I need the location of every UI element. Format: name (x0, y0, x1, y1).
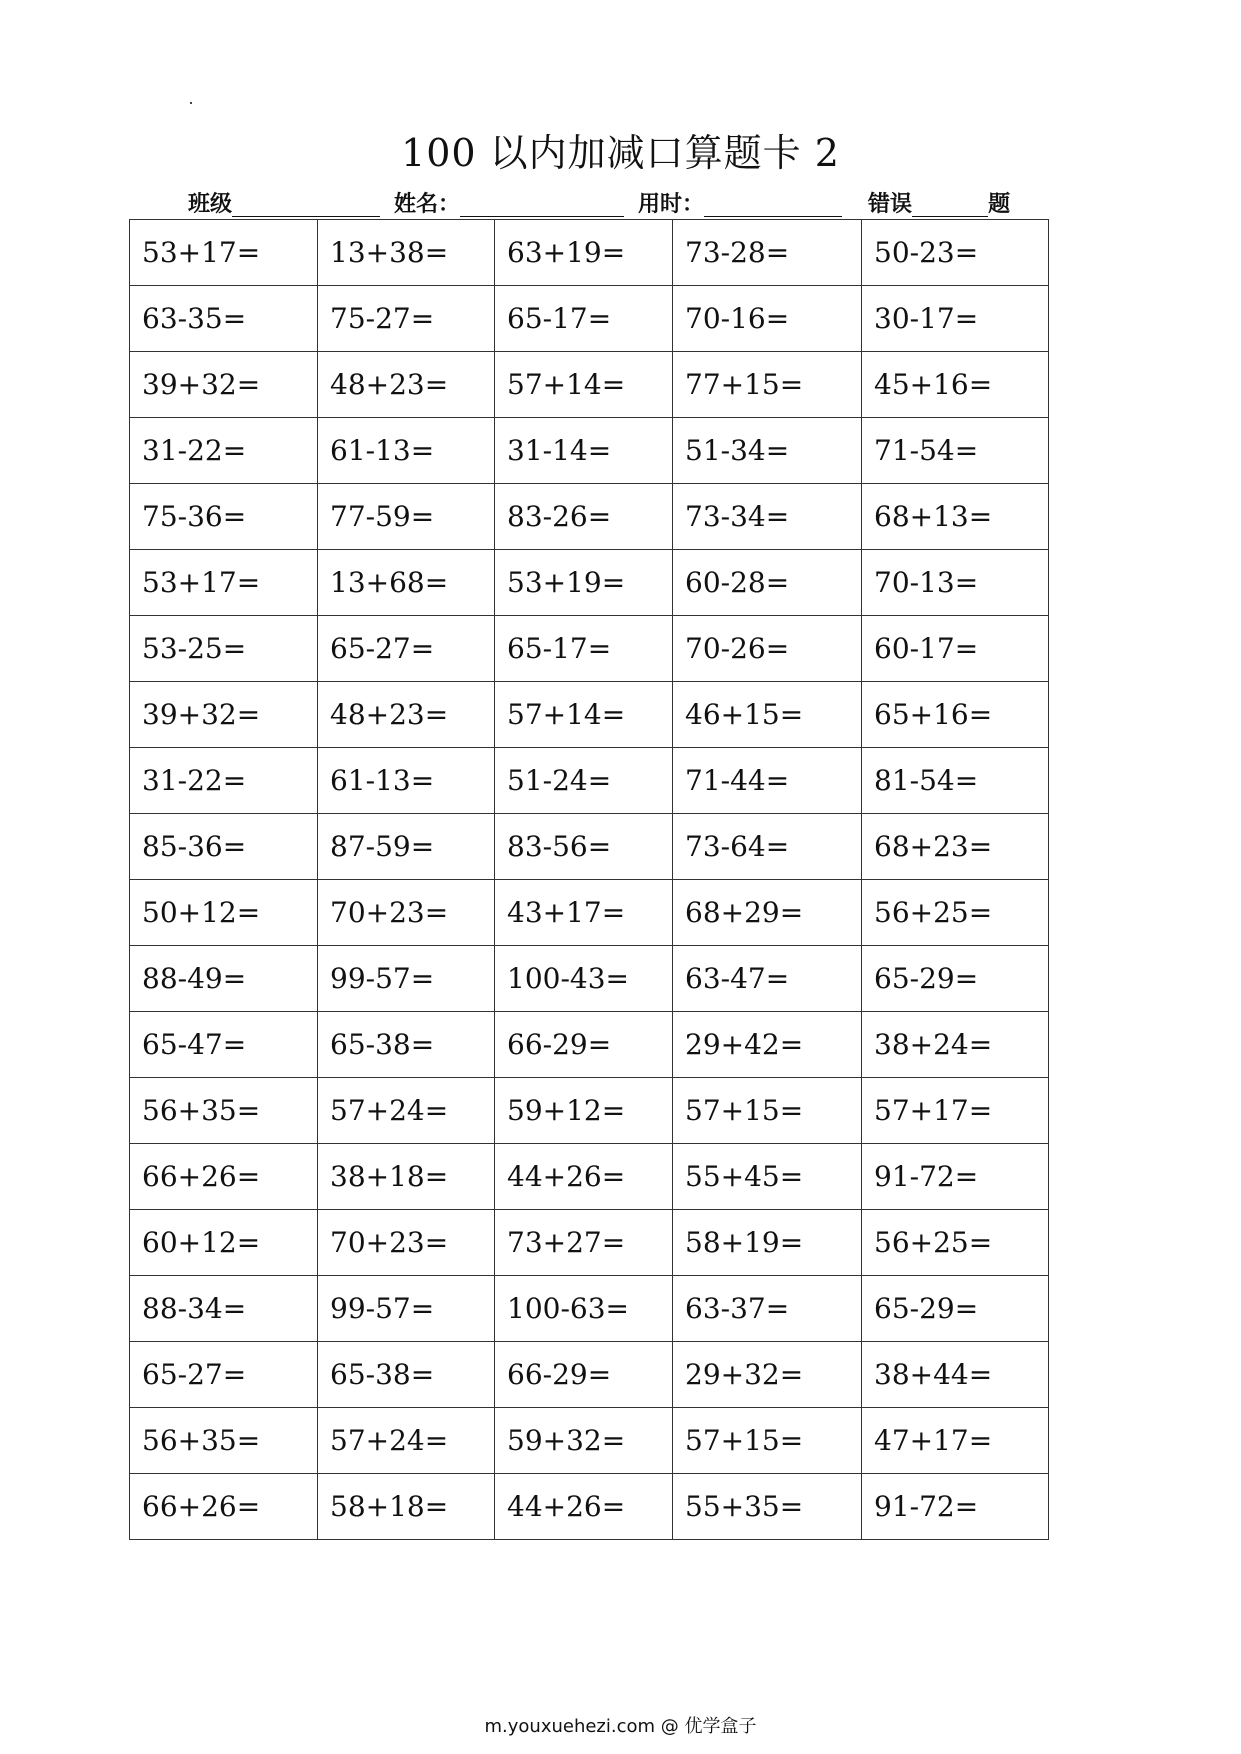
table-row (130, 418, 1049, 484)
problem-cell: 56+35= (130, 1408, 318, 1474)
problem-cell: 58+18= (318, 1474, 495, 1540)
problem-cell: 99-57= (318, 1276, 495, 1342)
problem-cell: 65-47= (130, 1012, 318, 1078)
problem-cell: 45+16= (862, 352, 1049, 418)
problem-grid-body (130, 220, 1049, 1540)
problem-cell: 87-59= (318, 814, 495, 880)
problem-cell: 85-36= (130, 814, 318, 880)
problem-cell: 70-16= (673, 286, 862, 352)
problem-cell: 100-43= (495, 946, 673, 1012)
problem-cell: 77-59= (318, 484, 495, 550)
table-row (130, 220, 1049, 286)
problem-cell: 73-34= (673, 484, 862, 550)
problem-cell: 71-54= (862, 418, 1049, 484)
problem-cell: 56+35= (130, 1078, 318, 1144)
problem-cell: 57+14= (495, 682, 673, 748)
class-label: 班级 (188, 192, 233, 217)
time-field (638, 190, 842, 220)
problem-cell: 51-34= (673, 418, 862, 484)
problem-cell: 57+15= (673, 1408, 862, 1474)
problem-cell: 50+12= (130, 880, 318, 946)
problem-cell: 65-17= (495, 616, 673, 682)
problem-cell: 59+12= (495, 1078, 673, 1144)
problem-cell: 55+45= (673, 1144, 862, 1210)
problem-cell: 38+44= (862, 1342, 1049, 1408)
problem-cell: 48+23= (318, 352, 495, 418)
problem-cell: 46+15= (673, 682, 862, 748)
errors-label: 错误 (868, 192, 913, 217)
problem-cell: 71-44= (673, 748, 862, 814)
problem-cell: 63+19= (495, 220, 673, 286)
problem-cell: 68+23= (862, 814, 1049, 880)
problem-cell: 57+15= (673, 1078, 862, 1144)
problem-cell: 77+15= (673, 352, 862, 418)
footer-credit: m.youxuehezi.com @ 优学盒子 (484, 1716, 757, 1737)
problem-cell: 83-26= (495, 484, 673, 550)
errors-blank (912, 192, 988, 217)
problem-cell: 48+23= (318, 682, 495, 748)
problem-cell: 100-63= (495, 1276, 673, 1342)
problem-cell: 31-22= (130, 748, 318, 814)
problem-cell: 53+19= (495, 550, 673, 616)
name-label: 姓名： (394, 192, 461, 217)
time-label: 用时： (638, 192, 705, 217)
problem-cell: 63-37= (673, 1276, 862, 1342)
problem-cell: 65-29= (862, 1276, 1049, 1342)
table-row (130, 286, 1049, 352)
problem-cell: 60-28= (673, 550, 862, 616)
problem-cell: 66+26= (130, 1144, 318, 1210)
problem-cell: 70+23= (318, 880, 495, 946)
problem-cell: 65-27= (130, 1342, 318, 1408)
problem-cell: 47+17= (862, 1408, 1049, 1474)
problem-cell: 13+68= (318, 550, 495, 616)
problem-cell: 57+24= (318, 1408, 495, 1474)
problem-cell: 68+29= (673, 880, 862, 946)
errors-suffix: 题 (988, 192, 1011, 217)
problem-cell: 88-49= (130, 946, 318, 1012)
problem-cell: 66+26= (130, 1474, 318, 1540)
table-row (130, 352, 1049, 418)
problem-cell: 53+17= (130, 550, 318, 616)
problem-cell: 65-38= (318, 1342, 495, 1408)
problem-cell: 56+25= (862, 1210, 1049, 1276)
problem-cell: 75-27= (318, 286, 495, 352)
problem-cell: 91-72= (862, 1144, 1049, 1210)
problem-cell: 61-13= (318, 418, 495, 484)
problem-cell: 61-13= (318, 748, 495, 814)
problem-cell: 53-25= (130, 616, 318, 682)
problem-cell: 29+42= (673, 1012, 862, 1078)
table-row (130, 1342, 1049, 1408)
errors-field (868, 190, 1010, 220)
name-blank (460, 192, 624, 217)
table-row (130, 880, 1049, 946)
problem-cell: 81-54= (862, 748, 1049, 814)
problem-cell: 65-29= (862, 946, 1049, 1012)
student-info-row (188, 188, 1010, 220)
class-blank (232, 192, 380, 217)
table-row (130, 946, 1049, 1012)
name-field (394, 190, 624, 220)
problem-cell: 68+13= (862, 484, 1049, 550)
table-row (130, 616, 1049, 682)
problem-cell: 65+16= (862, 682, 1049, 748)
problem-cell: 63-47= (673, 946, 862, 1012)
problem-cell: 63-35= (130, 286, 318, 352)
page-title: 100 以内加减口算题卡 2 (401, 131, 840, 175)
problem-cell: 65-17= (495, 286, 673, 352)
table-row (130, 814, 1049, 880)
problem-cell: 65-38= (318, 1012, 495, 1078)
problem-cell: 55+35= (673, 1474, 862, 1540)
problem-cell: 57+14= (495, 352, 673, 418)
problem-cell: 13+38= (318, 220, 495, 286)
time-blank (704, 192, 842, 217)
table-row (130, 1408, 1049, 1474)
class-field (188, 190, 380, 220)
problem-cell: 66-29= (495, 1012, 673, 1078)
problem-cell: 31-14= (495, 418, 673, 484)
problem-cell: 83-56= (495, 814, 673, 880)
problem-cell: 50-23= (862, 220, 1049, 286)
problem-cell: 57+24= (318, 1078, 495, 1144)
problem-cell: 57+17= (862, 1078, 1049, 1144)
problem-cell: 43+17= (495, 880, 673, 946)
problem-cell: 38+24= (862, 1012, 1049, 1078)
table-row (130, 682, 1049, 748)
problem-cell: 38+18= (318, 1144, 495, 1210)
problem-cell: 31-22= (130, 418, 318, 484)
problem-cell: 65-27= (318, 616, 495, 682)
table-row (130, 550, 1049, 616)
problem-cell: 66-29= (495, 1342, 673, 1408)
table-row (130, 748, 1049, 814)
problem-cell: 70+23= (318, 1210, 495, 1276)
table-row (130, 1276, 1049, 1342)
table-row (130, 1474, 1049, 1540)
problem-cell: 60-17= (862, 616, 1049, 682)
problem-grid (129, 219, 1049, 1540)
table-row (130, 1144, 1049, 1210)
problem-cell: 60+12= (130, 1210, 318, 1276)
problem-cell: 56+25= (862, 880, 1049, 946)
problem-cell: 73-28= (673, 220, 862, 286)
problem-cell: 91-72= (862, 1474, 1049, 1540)
problem-cell: 39+32= (130, 682, 318, 748)
problem-cell: 44+26= (495, 1144, 673, 1210)
problem-cell: 59+32= (495, 1408, 673, 1474)
problem-cell: 44+26= (495, 1474, 673, 1540)
table-row (130, 1078, 1049, 1144)
problem-cell: 70-13= (862, 550, 1049, 616)
problem-cell: 73+27= (495, 1210, 673, 1276)
problem-cell: 99-57= (318, 946, 495, 1012)
stray-dot (190, 102, 192, 104)
table-row (130, 1210, 1049, 1276)
problem-cell: 70-26= (673, 616, 862, 682)
problem-cell: 30-17= (862, 286, 1049, 352)
problem-cell: 51-24= (495, 748, 673, 814)
problem-cell: 39+32= (130, 352, 318, 418)
problem-cell: 75-36= (130, 484, 318, 550)
problem-cell: 58+19= (673, 1210, 862, 1276)
table-row (130, 1012, 1049, 1078)
problem-cell: 73-64= (673, 814, 862, 880)
problem-cell: 53+17= (130, 220, 318, 286)
problem-cell: 88-34= (130, 1276, 318, 1342)
problem-cell: 29+32= (673, 1342, 862, 1408)
table-row (130, 484, 1049, 550)
